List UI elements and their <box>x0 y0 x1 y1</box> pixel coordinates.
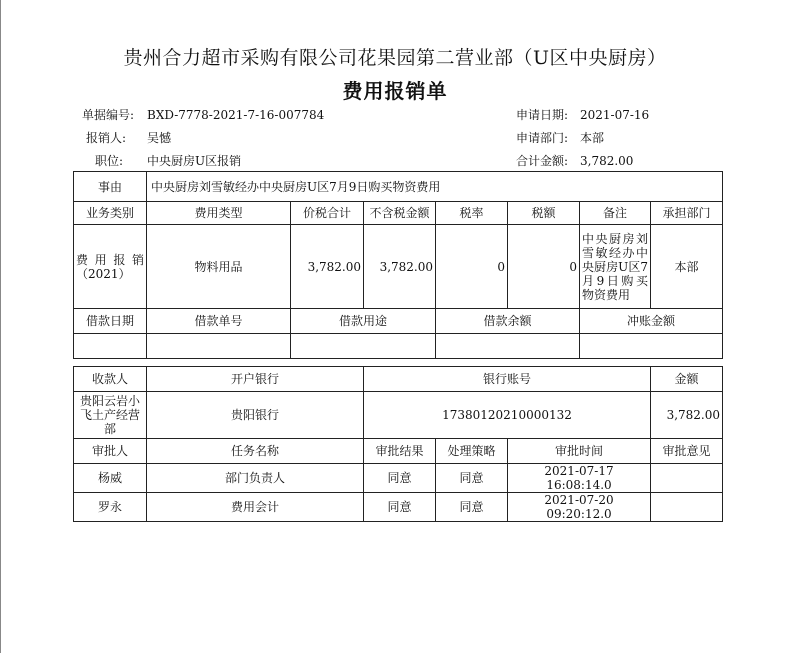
loan-header-balance: 借款余额 <box>436 309 580 334</box>
approval-opinion <box>651 493 723 522</box>
date-value: 2021-07-16 <box>580 108 650 122</box>
expense-form-table <box>73 171 723 522</box>
header-category: 业务类别 <box>74 202 147 225</box>
section-gap-cell <box>74 359 723 367</box>
payee-account: 17380120210000132 <box>364 392 651 439</box>
approval-row <box>74 493 723 522</box>
payee-header-name: 收款人 <box>74 367 147 392</box>
expense-dept: 本部 <box>651 225 723 309</box>
header-dept: 承担部门 <box>651 202 723 225</box>
header-tax: 税额 <box>508 202 580 225</box>
doc-no-label: 单据编号: <box>81 108 134 122</box>
loan-header-offset: 冲账金额 <box>580 309 723 334</box>
approval-header-task: 任务名称 <box>147 439 364 464</box>
expense-category: 费用报销（2021） <box>74 225 147 309</box>
loan-balance-cell <box>436 334 580 359</box>
applicant-label: 报销人: <box>85 131 126 145</box>
approval-approver: 罗永 <box>74 493 147 522</box>
payee-name: 贵阳云岩小飞土产经营部 <box>74 392 147 439</box>
payee-bank: 贵阳银行 <box>147 392 364 439</box>
applicant-value: 吴憾 <box>147 131 172 145</box>
payee-header-row <box>74 367 723 392</box>
approval-header-time: 审批时间 <box>508 439 651 464</box>
header-net: 不含税金额 <box>364 202 436 225</box>
header-type: 费用类型 <box>147 202 291 225</box>
loan-header-date: 借款日期 <box>74 309 147 334</box>
payee-header-bank: 开户银行 <box>147 367 364 392</box>
expense-type: 物料用品 <box>147 225 291 309</box>
loan-header-no: 借款单号 <box>147 309 291 334</box>
company-name: 贵州合力超市采购有限公司花果园第二营业部（U区中央厨房） <box>123 47 667 69</box>
approval-header-strategy: 处理策略 <box>436 439 508 464</box>
approval-task: 部门负责人 <box>147 464 364 493</box>
reason-label: 事由 <box>74 172 147 202</box>
loan-no-cell <box>147 334 291 359</box>
payee-amount: 3,782.00 <box>651 392 723 439</box>
dept-label: 申请部门: <box>515 131 568 145</box>
header-total: 价税合计 <box>291 202 364 225</box>
approval-time: 2021-07-17 16:08:14.0 <box>508 464 651 493</box>
expense-note: 中央厨房刘雪敏经办中央厨房U区7月9日购买物资费用 <box>580 225 651 309</box>
expense-data-row <box>74 225 723 309</box>
expense-net: 3,782.00 <box>364 225 436 309</box>
loan-header-row <box>74 309 723 334</box>
expense-total: 3,782.00 <box>291 225 364 309</box>
approval-header-row <box>74 439 723 464</box>
approval-result: 同意 <box>364 464 436 493</box>
expense-rate: 0 <box>436 225 508 309</box>
dept-value: 本部 <box>580 131 605 145</box>
expense-header-row <box>74 202 723 225</box>
loan-date-cell <box>74 334 147 359</box>
header-rate: 税率 <box>436 202 508 225</box>
amount-value: 3,782.00 <box>580 154 634 168</box>
document-title: 费用报销单 <box>342 79 448 103</box>
payee-data-row <box>74 392 723 439</box>
approval-header-opinion: 审批意见 <box>651 439 723 464</box>
loan-data-row <box>74 334 723 359</box>
approval-opinion <box>651 464 723 493</box>
approval-row <box>74 464 723 493</box>
approval-task: 费用会计 <box>147 493 364 522</box>
approval-time: 2021-07-20 09:20:12.0 <box>508 493 651 522</box>
approval-strategy: 同意 <box>436 493 508 522</box>
approval-header-result: 审批结果 <box>364 439 436 464</box>
amount-label: 合计金额: <box>515 154 568 168</box>
approval-result: 同意 <box>364 493 436 522</box>
approval-strategy: 同意 <box>436 464 508 493</box>
doc-no-value: BXD-7778-2021-7-16-007784 <box>147 108 325 122</box>
date-label: 申请日期: <box>515 108 568 122</box>
header-note: 备注 <box>580 202 651 225</box>
loan-header-purpose: 借款用途 <box>291 309 436 334</box>
position-value: 中央厨房U区报销 <box>147 154 242 168</box>
section-gap <box>74 359 723 367</box>
approval-approver: 杨威 <box>74 464 147 493</box>
approval-header-approver: 审批人 <box>74 439 147 464</box>
loan-offset-cell <box>580 334 723 359</box>
payee-header-amount: 金额 <box>651 367 723 392</box>
loan-purpose-cell <box>291 334 436 359</box>
position-label: 职位: <box>94 154 123 168</box>
expense-tax: 0 <box>508 225 580 309</box>
payee-header-account: 银行账号 <box>364 367 651 392</box>
reason-text: 中央厨房刘雪敏经办中央厨房U区7月9日购买物资费用 <box>147 172 723 202</box>
reason-row <box>74 172 723 202</box>
